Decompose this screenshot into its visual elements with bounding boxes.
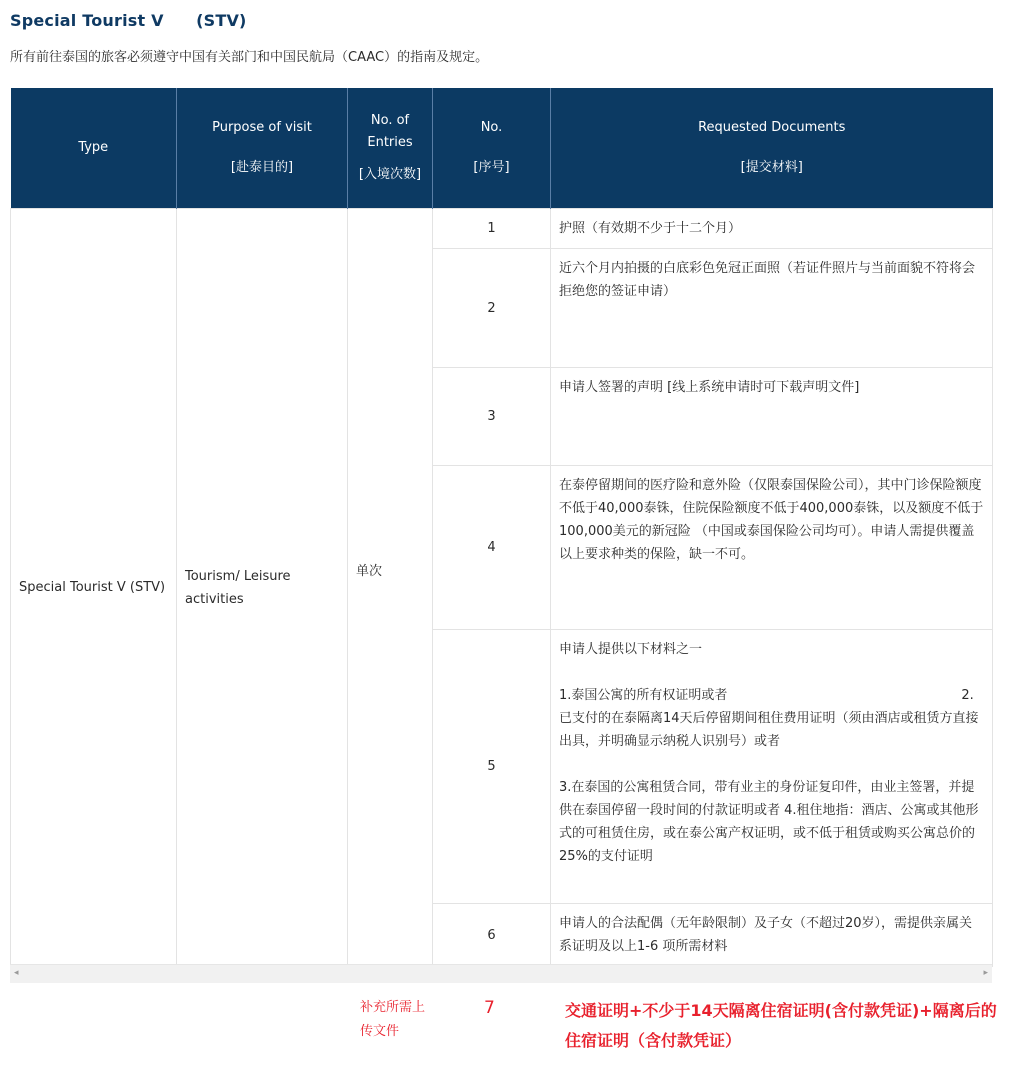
cell-no: 4	[433, 466, 551, 630]
header-purpose	[177, 88, 348, 209]
cell-doc: 申请人提供以下材料之一 1.泰国公寓的所有权证明或者 2.已支付的在泰隔离14天后停留期间租住费用证明（须由酒店或租赁方直接出具，并明确显示纳税人识别号）或者 3.在泰国的公寓租赁合同，带有业主的身份证复印件，由业主签署，并提供在泰国停留一段时间的付款证明或者 4.租住地指：酒店、公寓或其他形式的可租赁住房，或在泰公寓产权证明，或不低于租赁或购买公寓总价的25%的支付证明	[551, 630, 993, 904]
header-no-cn: [序号]	[473, 160, 510, 175]
cell-type: Special Tourist V (STV)	[11, 209, 177, 967]
cell-no: 1	[433, 209, 551, 249]
cell-no: 6	[433, 904, 551, 967]
supplement-label: 补充所需上传文件	[360, 1000, 426, 1039]
header-entries	[348, 88, 433, 209]
header-entries-en: No. of Entries	[367, 113, 413, 150]
cell-no: 5	[433, 630, 551, 904]
cell-doc: 申请人签署的声明 [线上系统申请时可下载声明文件]	[551, 368, 993, 466]
supplement-text: 交通证明+不少于14天隔离住宿证明(含付款凭证)+隔离后的住宿证明（含付款凭证）	[565, 1001, 997, 1050]
header-docs	[551, 88, 993, 209]
cell-doc: 在泰停留期间的医疗险和意外险（仅限泰国保险公司），其中门诊保险额度不低于40,000泰铢，住院保险额度不低于400,000泰铢，以及额度不低于100,000美元的新冠险 （中国或泰国保险公司均可）。申请人需提供覆盖以上要求种类的保险，缺一不可。	[551, 466, 993, 630]
header-purpose-en: Purpose of visit	[212, 120, 312, 135]
header-type-label: Type	[78, 140, 109, 155]
header-purpose-cn: [赴泰目的]	[230, 160, 294, 175]
intro-text: 所有前往泰国的旅客必须遵守中国有关部门和中国民航局（CAAC）的指南及规定。	[10, 50, 489, 65]
cell-purpose: Tourism/ Leisure activities	[177, 209, 348, 967]
cell-doc: 申请人的合法配偶（无年龄限制）及子女（不超过20岁），需提供亲属关系证明及以上1-6 项所需材料	[551, 904, 993, 967]
visa-requirements-table	[10, 88, 993, 967]
scroll-right-icon[interactable]: ▸	[983, 968, 988, 978]
supplement-number: 7	[484, 998, 495, 1018]
header-docs-cn: [提交材料]	[740, 160, 803, 175]
cell-doc: 近六个月内拍摄的白底彩色免冠正面照（若证件照片与当前面貌不符将会拒绝您的签证申请）	[551, 249, 993, 368]
cell-entries: 单次	[348, 209, 433, 967]
header-type	[11, 88, 177, 209]
table-header-row	[11, 88, 993, 209]
scroll-left-icon[interactable]: ◂	[14, 968, 19, 978]
header-docs-en: Requested Documents	[698, 120, 846, 135]
cell-no: 2	[433, 249, 551, 368]
header-no	[433, 88, 551, 209]
table-row	[11, 209, 993, 249]
cell-no: 3	[433, 368, 551, 466]
cell-doc: 护照（有效期不少于十二个月）	[551, 209, 993, 249]
horizontal-scrollbar[interactable]	[10, 964, 992, 983]
header-no-en: No.	[480, 120, 503, 135]
page-title: Special Tourist V (STV)	[10, 11, 247, 30]
header-entries-cn: [入境次数]	[358, 167, 422, 182]
